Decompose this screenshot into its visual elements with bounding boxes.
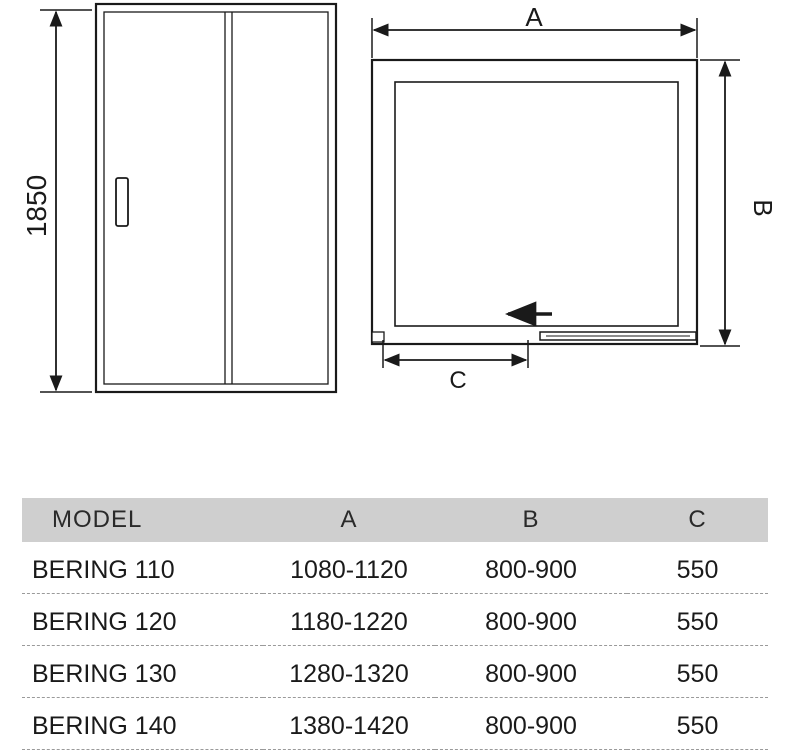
height-dimension-label: 1850	[21, 174, 52, 238]
c-cell: 550	[627, 646, 768, 698]
front-elevation	[21, 4, 336, 392]
model-cell: BERING 110	[22, 542, 263, 594]
width-dimension-label: A	[525, 2, 543, 32]
b-cell: 800-900	[435, 698, 627, 750]
plan-view	[372, 2, 778, 394]
model-cell: BERING 130	[22, 646, 263, 698]
opening-dimension-label: C	[449, 367, 467, 394]
c-cell: 550	[627, 542, 768, 594]
model-cell: BERING 120	[22, 594, 263, 646]
enclosure-outer-frame	[96, 4, 336, 392]
header-b: B	[435, 498, 627, 542]
header-a: A	[263, 498, 435, 542]
left-profile	[372, 332, 384, 342]
header-c: C	[627, 498, 768, 542]
c-cell: 550	[627, 698, 768, 750]
c-cell: 550	[627, 594, 768, 646]
a-cell: 1280-1320	[263, 646, 435, 698]
a-cell: 1080-1120	[263, 542, 435, 594]
a-cell: 1180-1220	[263, 594, 435, 646]
a-cell: 1380-1420	[263, 698, 435, 750]
b-cell: 800-900	[435, 594, 627, 646]
model-cell: BERING 140	[22, 698, 263, 750]
table-row	[22, 698, 768, 750]
header-model: MODEL	[22, 498, 263, 542]
b-cell: 800-900	[435, 542, 627, 594]
table-row	[22, 646, 768, 698]
tray-outer-outline	[372, 60, 697, 344]
table-row	[22, 594, 768, 646]
depth-dimension-label: B	[748, 199, 778, 217]
table-header-row	[22, 498, 768, 542]
door-handle	[116, 178, 128, 226]
table-row	[22, 542, 768, 594]
model-dimensions-table	[22, 498, 768, 750]
b-cell: 800-900	[435, 646, 627, 698]
